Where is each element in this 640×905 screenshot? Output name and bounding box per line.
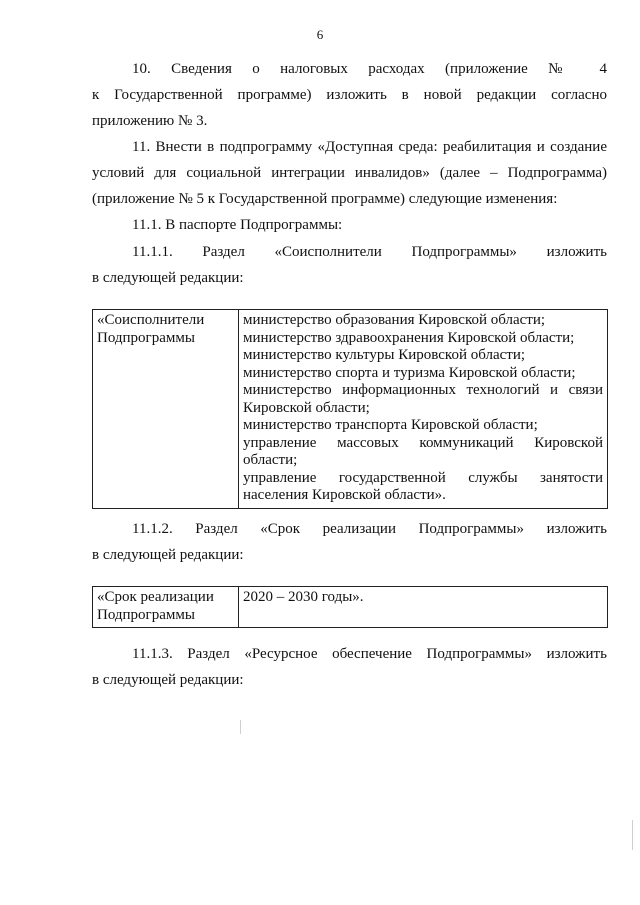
word: Подпрограммы» [418, 521, 524, 537]
value-line: области; [243, 452, 298, 468]
word: изложить [546, 646, 607, 662]
paragraph-10-line: 10. Сведения о налоговых расходах (приложение № 4 [132, 61, 607, 77]
word: «Срок [260, 521, 301, 537]
paragraph-11-line: (приложение № 5 к Государственной программе) следующие изменения: [92, 191, 558, 207]
scan-mark [632, 820, 633, 850]
word: «Соисполнители [274, 244, 382, 260]
paragraph-11-line: 11. Внести в подпрограмму «Доступная среда: реабилитация и создание [132, 139, 607, 155]
value-line: управление массовых коммуникаций Кировской [243, 434, 603, 451]
paragraph-11-1 [92, 212, 607, 238]
word: изложить [546, 521, 607, 537]
value-line: министерство культуры Кировской области; [243, 347, 526, 363]
value-line: 2020 – 2030 годы». [243, 589, 364, 605]
paragraph-11-1-1-heading [92, 239, 607, 265]
value-line: министерство спорта и туризма Кировской области; [243, 364, 576, 381]
table-value-cell [239, 310, 608, 509]
value-line: министерство информационных технологий и связи [243, 382, 603, 398]
word: Раздел [202, 244, 245, 260]
label-line: «Соисполнители [97, 312, 205, 328]
word: «Ресурсное [244, 646, 318, 662]
table-label-cell [93, 587, 239, 628]
word: Подпрограммы» [426, 646, 532, 662]
paragraph-11-1-3-heading [92, 641, 607, 667]
word: обеспечение [332, 646, 412, 662]
paragraph-10-line: к Государственной программе) изложить в новой редакции согласно [92, 87, 607, 103]
word: изложить [546, 244, 607, 260]
page-number: 6 [316, 27, 324, 42]
term-table [92, 586, 608, 628]
label-line: Подпрограммы [97, 329, 195, 346]
paragraph-11-1-3-cont: в следующей редакции: [92, 672, 244, 688]
paragraph-10-line: приложению № 3. [92, 113, 208, 129]
value-line: населения Кировской области». [243, 487, 446, 503]
value-line: Кировской области; [243, 399, 370, 416]
paragraph-11-1-2-cont: в следующей редакции: [92, 547, 244, 563]
label-line: Подпрограммы [97, 606, 195, 623]
scan-mark [240, 720, 241, 734]
word: 11.1.2. [132, 521, 173, 537]
word: Раздел [195, 521, 238, 537]
value-line: управление государственной службы занятости [243, 469, 603, 486]
word: реализации [322, 521, 396, 537]
paragraph-11-1-1-cont: в следующей редакции: [92, 270, 244, 286]
table-value-cell [239, 587, 608, 628]
table-row [93, 310, 608, 509]
table-row [93, 587, 608, 628]
paragraph-11-1-text: 11.1. В паспорте Подпрограммы: [132, 217, 343, 233]
word: Подпрограммы» [411, 244, 517, 260]
table-label-cell [93, 310, 239, 509]
paragraph-11 [92, 134, 607, 212]
value-line: министерство здравоохранения Кировской области; [243, 329, 575, 346]
paragraph-11-line: условий для социальной интеграции инвалидов» (далее – Подпрограмма) [92, 165, 607, 181]
word: 11.1.3. [132, 646, 173, 662]
word: Раздел [187, 646, 230, 662]
value-line: министерство образования Кировской области; [243, 312, 546, 328]
paragraph-10 [92, 56, 607, 134]
value-line: министерство транспорта Кировской области; [243, 417, 538, 433]
word: 11.1.1. [132, 244, 173, 260]
co-executors-table [92, 309, 608, 509]
paragraph-11-1-2-heading [92, 516, 607, 542]
label-line: «Срок реализации [97, 589, 214, 605]
